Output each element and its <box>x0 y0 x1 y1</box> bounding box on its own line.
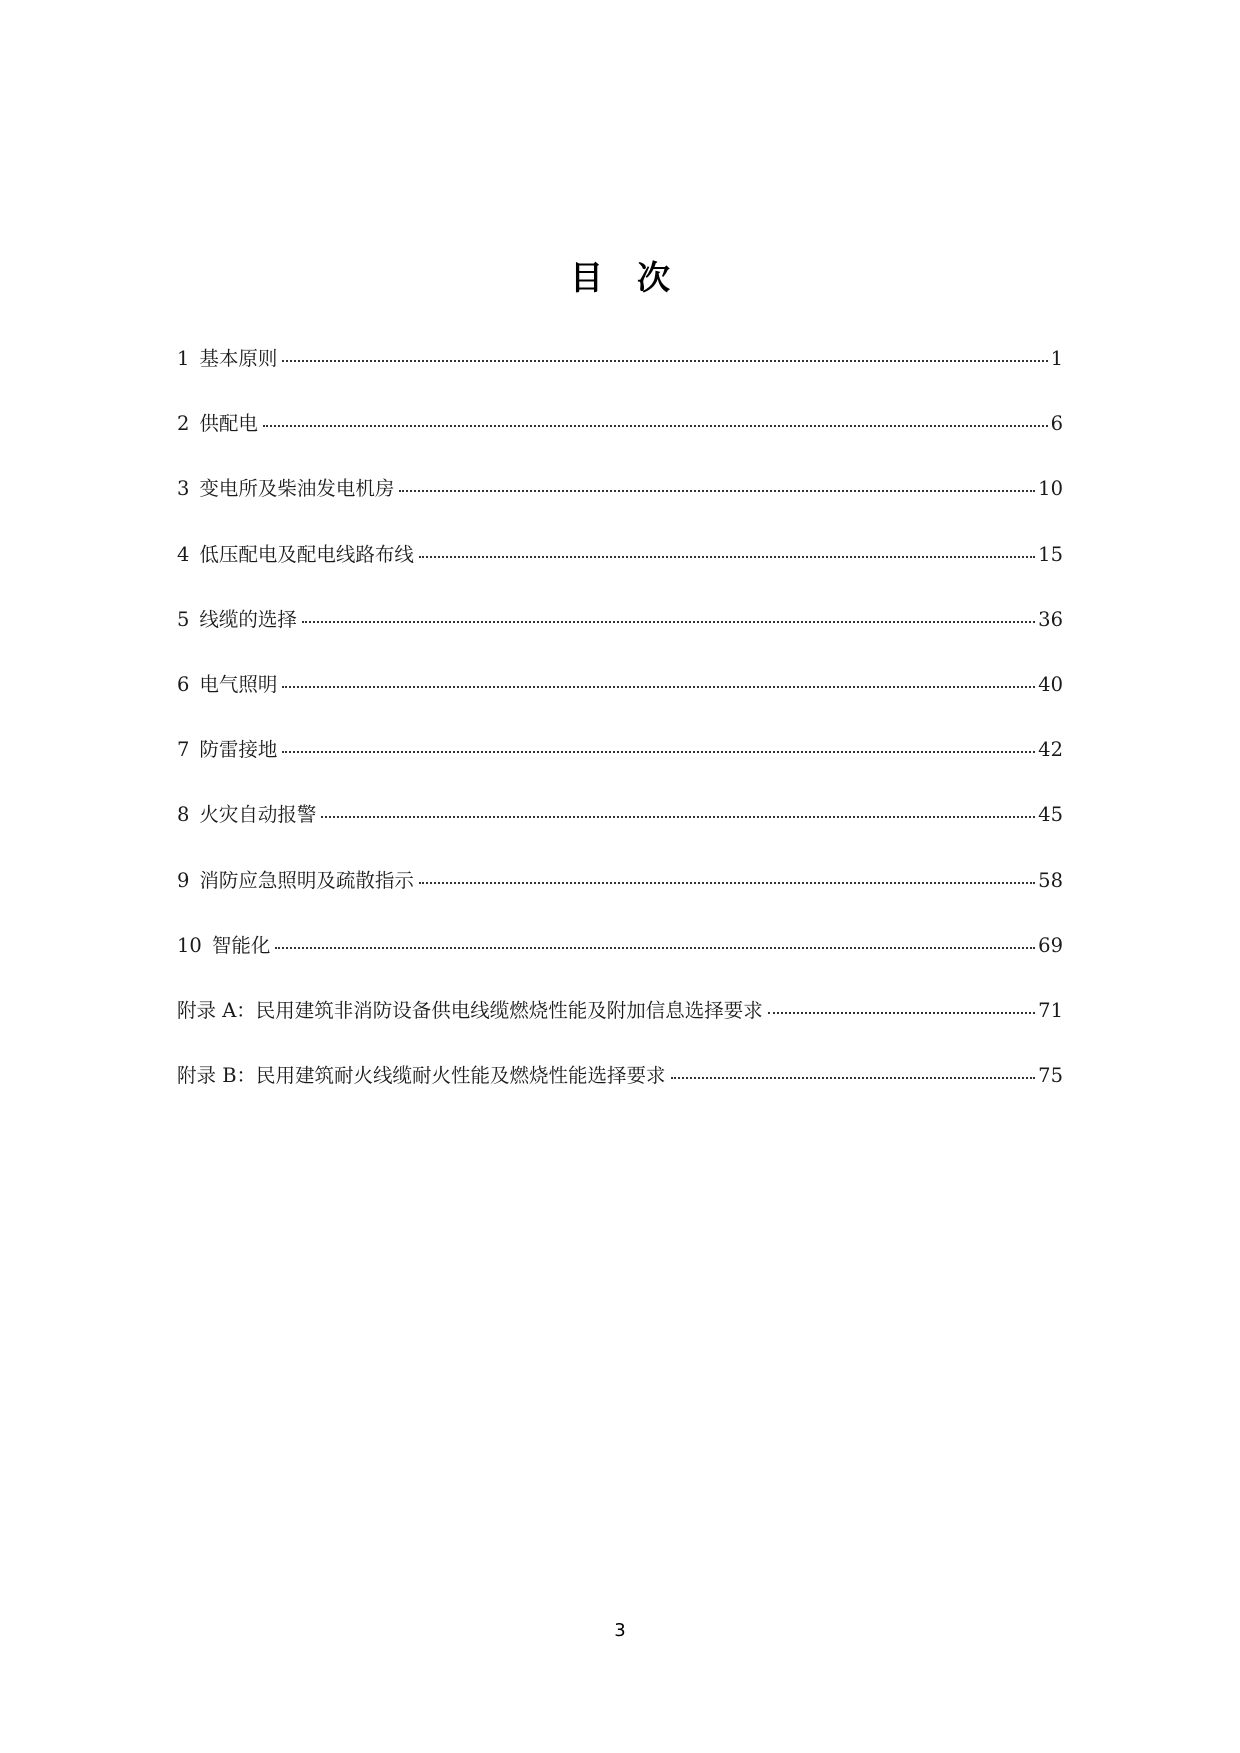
page-title <box>0 252 1240 299</box>
toc-entry-number: 2 <box>177 412 190 436</box>
toc-entry-label <box>177 408 258 436</box>
dot-leader <box>399 490 1035 492</box>
dot-leader <box>321 816 1035 818</box>
toc-entry-title: 防雷接地 <box>199 738 278 762</box>
toc-entry-title: 智能化 <box>211 933 271 957</box>
toc-entry-page: 42 <box>1038 738 1063 762</box>
toc-entry-page: 36 <box>1038 607 1063 631</box>
toc-entry-6[interactable] <box>177 669 1063 734</box>
dot-leader <box>282 686 1035 688</box>
table-of-contents <box>177 343 1063 1125</box>
toc-entry-label <box>177 604 297 632</box>
toc-entry-title: 附录 A：民用建筑非消防设备供电线缆燃烧性能及附加信息选择要求 <box>177 998 763 1022</box>
toc-entry-label <box>177 865 414 893</box>
footer-page-number: 3 <box>614 1620 626 1641</box>
toc-entry-title: 供配电 <box>199 412 258 436</box>
toc-entry-label <box>177 995 763 1023</box>
page-title-char-1: 目 <box>570 258 603 297</box>
toc-entry-label <box>177 799 316 827</box>
dot-leader <box>419 556 1035 558</box>
page-title-char-2: 次 <box>637 258 670 297</box>
toc-entry-9[interactable] <box>177 865 1063 930</box>
toc-entry-number: 6 <box>177 672 190 696</box>
toc-entry-appendix-b[interactable] <box>177 1060 1063 1125</box>
toc-entry-page: 40 <box>1038 672 1063 696</box>
toc-entry-4[interactable] <box>177 539 1063 604</box>
toc-entry-title: 电气照明 <box>199 672 278 696</box>
toc-entry-title: 基本原则 <box>199 347 278 370</box>
toc-entry-appendix-a[interactable] <box>177 995 1063 1060</box>
dot-leader <box>282 360 1047 362</box>
toc-entry-number: 10 <box>177 933 202 957</box>
toc-entry-number: 7 <box>177 738 190 762</box>
toc-entry-number: 8 <box>177 803 190 827</box>
toc-entry-3[interactable] <box>177 473 1063 538</box>
toc-entry-page: 15 <box>1038 542 1063 566</box>
dot-leader <box>302 621 1035 623</box>
toc-entry-label <box>177 1060 666 1088</box>
toc-entry-label <box>177 734 277 762</box>
dot-leader <box>282 751 1035 753</box>
toc-entry-page: 71 <box>1038 998 1063 1022</box>
toc-entry-number: 3 <box>177 477 190 501</box>
toc-entry-page: 45 <box>1038 803 1063 827</box>
toc-entry-5[interactable] <box>177 604 1063 669</box>
dot-leader <box>768 1012 1035 1014</box>
toc-entry-8[interactable] <box>177 799 1063 864</box>
toc-entry-7[interactable] <box>177 734 1063 799</box>
toc-entry-title: 火灾自动报警 <box>199 803 317 827</box>
toc-entry-title: 附录 B：民用建筑耐火线缆耐火性能及燃烧性能选择要求 <box>177 1064 666 1088</box>
toc-entry-label <box>177 669 277 697</box>
dot-leader <box>671 1077 1036 1079</box>
toc-entry-label <box>177 930 270 958</box>
toc-entry-title: 变电所及柴油发电机房 <box>199 477 395 501</box>
toc-entry-label <box>177 473 394 501</box>
toc-entry-label <box>177 343 277 371</box>
toc-entry-page: 6 <box>1050 412 1063 436</box>
toc-entry-number: 1 <box>177 347 190 370</box>
toc-entry-title: 低压配电及配电线路布线 <box>199 542 414 566</box>
toc-entry-title: 线缆的选择 <box>199 607 297 631</box>
toc-entry-page: 10 <box>1038 477 1063 501</box>
toc-entry-title: 消防应急照明及疏散指示 <box>199 868 414 892</box>
dot-leader <box>263 425 1048 427</box>
toc-entry-page: 58 <box>1038 868 1063 892</box>
toc-entry-page: 75 <box>1038 1064 1063 1088</box>
toc-entry-number: 4 <box>177 542 190 566</box>
toc-entry-1[interactable] <box>177 343 1063 408</box>
toc-entry-page: 69 <box>1038 933 1063 957</box>
toc-entry-label <box>177 539 414 567</box>
toc-entry-2[interactable] <box>177 408 1063 473</box>
toc-entry-number: 9 <box>177 868 190 892</box>
dot-leader <box>275 947 1035 949</box>
toc-entry-page: 1 <box>1050 347 1063 370</box>
toc-entry-10[interactable] <box>177 930 1063 995</box>
toc-entry-number: 5 <box>177 607 190 631</box>
dot-leader <box>419 882 1035 884</box>
